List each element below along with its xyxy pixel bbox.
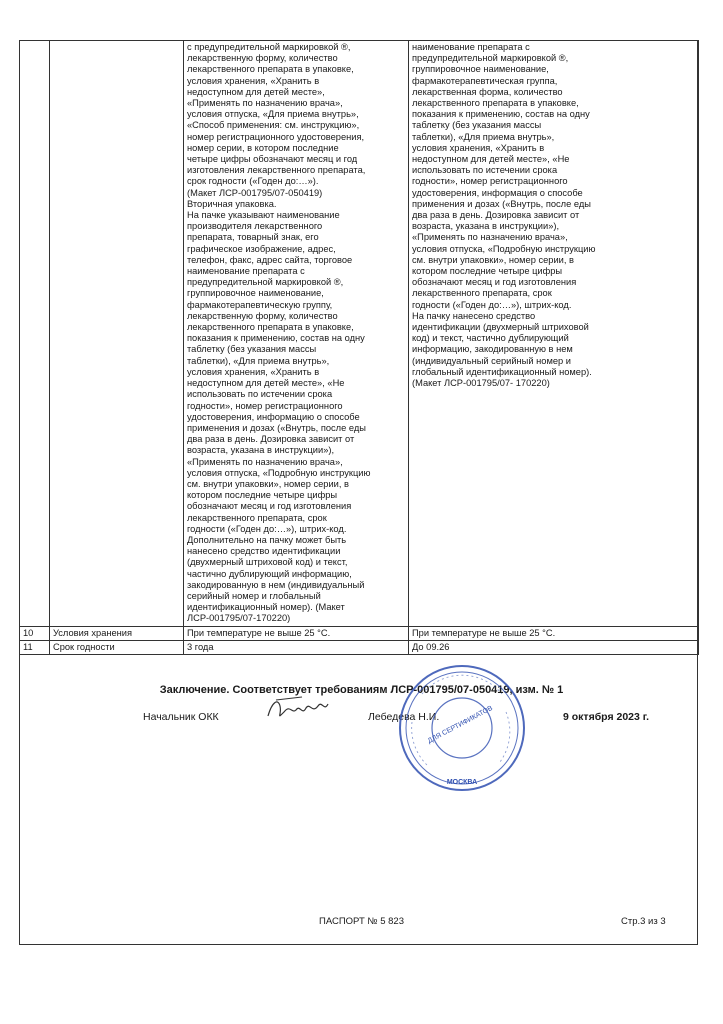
row-requirement: 3 года: [184, 640, 409, 654]
table-row-continued: [20, 41, 699, 627]
row-number: 10: [20, 626, 50, 640]
requirement-cell: с предупредительной маркировкой ®, лекарственную форму, количество лекарственного препарата в упаковке, условия хранения, «Хранить в недоступном для детей месте», «Применять по назначению врача», условия отпуска, «Для приема внутрь», «Способ применения: см. инструкцию», номер регистрационного удостоверения, номер серии, в котором последние четыре цифры обозначают месяц и год изготовления лекарственного препарата, срок годности («Годен до:…»). (Макет ЛСР-001795/07-050419) Вторичная упаковка. На пачке указывают наименование производителя лекарственного препарата, товарный знак, его графическое изображение, адрес, телефон, факс, адрес сайта, торговое наименование препарата с предупредительной маркировкой ®, группировочное наименование, фармакотерапевтическую группу, лекарственную форму, количество лекарственного препарата в упаковке, показания к применению, состав на одну таблетку (без указания массы таблетки), «Для приема внутрь», условия хранения, «Хранить в недоступном для детей месте», «Не использовать по истечении срока годности», номер регистрационного удостоверения, информацию о способе применения и дозах («Внутрь, после еды два раза в день. Дозировка зависит от возраста, указана в инструкции»), «Применять по назначению врача», условия отпуска, «Подробную инструкцию см. внутри упаковки», номер серии, в котором последние четыре цифры обозначают месяц и год изготовления лекарственного препарата, срок годности («Годен до:…»), штрих-код. Дополнительно на пачку может быть нанесено средство идентификации (двухмерный штриховой код) и текст, частично дублирующий информацию, закодированную в нем (индивидуальный серийный номер и глобальный идентификационный номер). (Макет ЛСР-001795/07-170220): [184, 41, 409, 627]
result-cell: наименование препарата с предупредительной маркировкой ®, группировочное наименование, фармакотерапевтическая группа, лекарственная форма, количество лекарственного препарата в упаковке, показания к применению, состав на одну таблетку (без указания массы таблетки), «Для приема внутрь», условия хранения, «Хранить в недоступном для детей месте», «Не использовать по истечении срока годности», номер регистрационного удостоверения, информация о способе применения и дозах («Внутрь, после еды два раза в день. Дозировка зависит от возраста, указана в инструкции»), «Применять по назначению врача», условия отпуска, «Подробную инструкцию см. внутри упаковки», номер серии, в котором последние четыре цифры обозначают месяц и год изготовления лекарственного препарата, срок годности («Годен до:…»), штрих-код. На пачку нанесено средство идентификации (двухмерный штриховой код) и текст, частично дублирующий информацию, закодированную в нем (индивидуальный серийный номер и глобальный идентификационный номер). (Макет ЛСР-001795/07- 170220): [409, 41, 699, 627]
row-number: 11: [20, 640, 50, 654]
signoff-date: 9 октября 2023 г.: [563, 711, 650, 723]
table-row: [20, 626, 699, 640]
passport-number: ПАСПОРТ № 5 823: [319, 916, 404, 927]
row-result: До 09.26: [409, 640, 699, 654]
specification-table: [19, 40, 699, 655]
conclusion-text: Заключение. Соответствует требованиям ЛСР-001795/07-050419, изм. № 1: [159, 684, 564, 696]
row-number-cell: [20, 41, 50, 627]
row-requirement: При температуре не выше 25 °С.: [184, 626, 409, 640]
signer-name: Лебедева Н.И.: [368, 711, 440, 723]
page-number: Стр.3 из 3: [621, 916, 666, 927]
row-result: При температуре не выше 25 °С.: [409, 626, 699, 640]
stamp-inner-text: ДЛЯ СЕРТИФИКАТОВ: [426, 704, 494, 745]
row-name: Условия хранения: [50, 626, 184, 640]
stamp-city: МОСКВА: [446, 779, 478, 786]
table-row: [20, 640, 699, 654]
handwritten-signature: [262, 692, 332, 726]
row-name: Срок годности: [50, 640, 184, 654]
certificate-stamp: [396, 662, 528, 794]
signer-role: Начальник ОКК: [143, 711, 219, 723]
row-name-cell: [50, 41, 184, 627]
